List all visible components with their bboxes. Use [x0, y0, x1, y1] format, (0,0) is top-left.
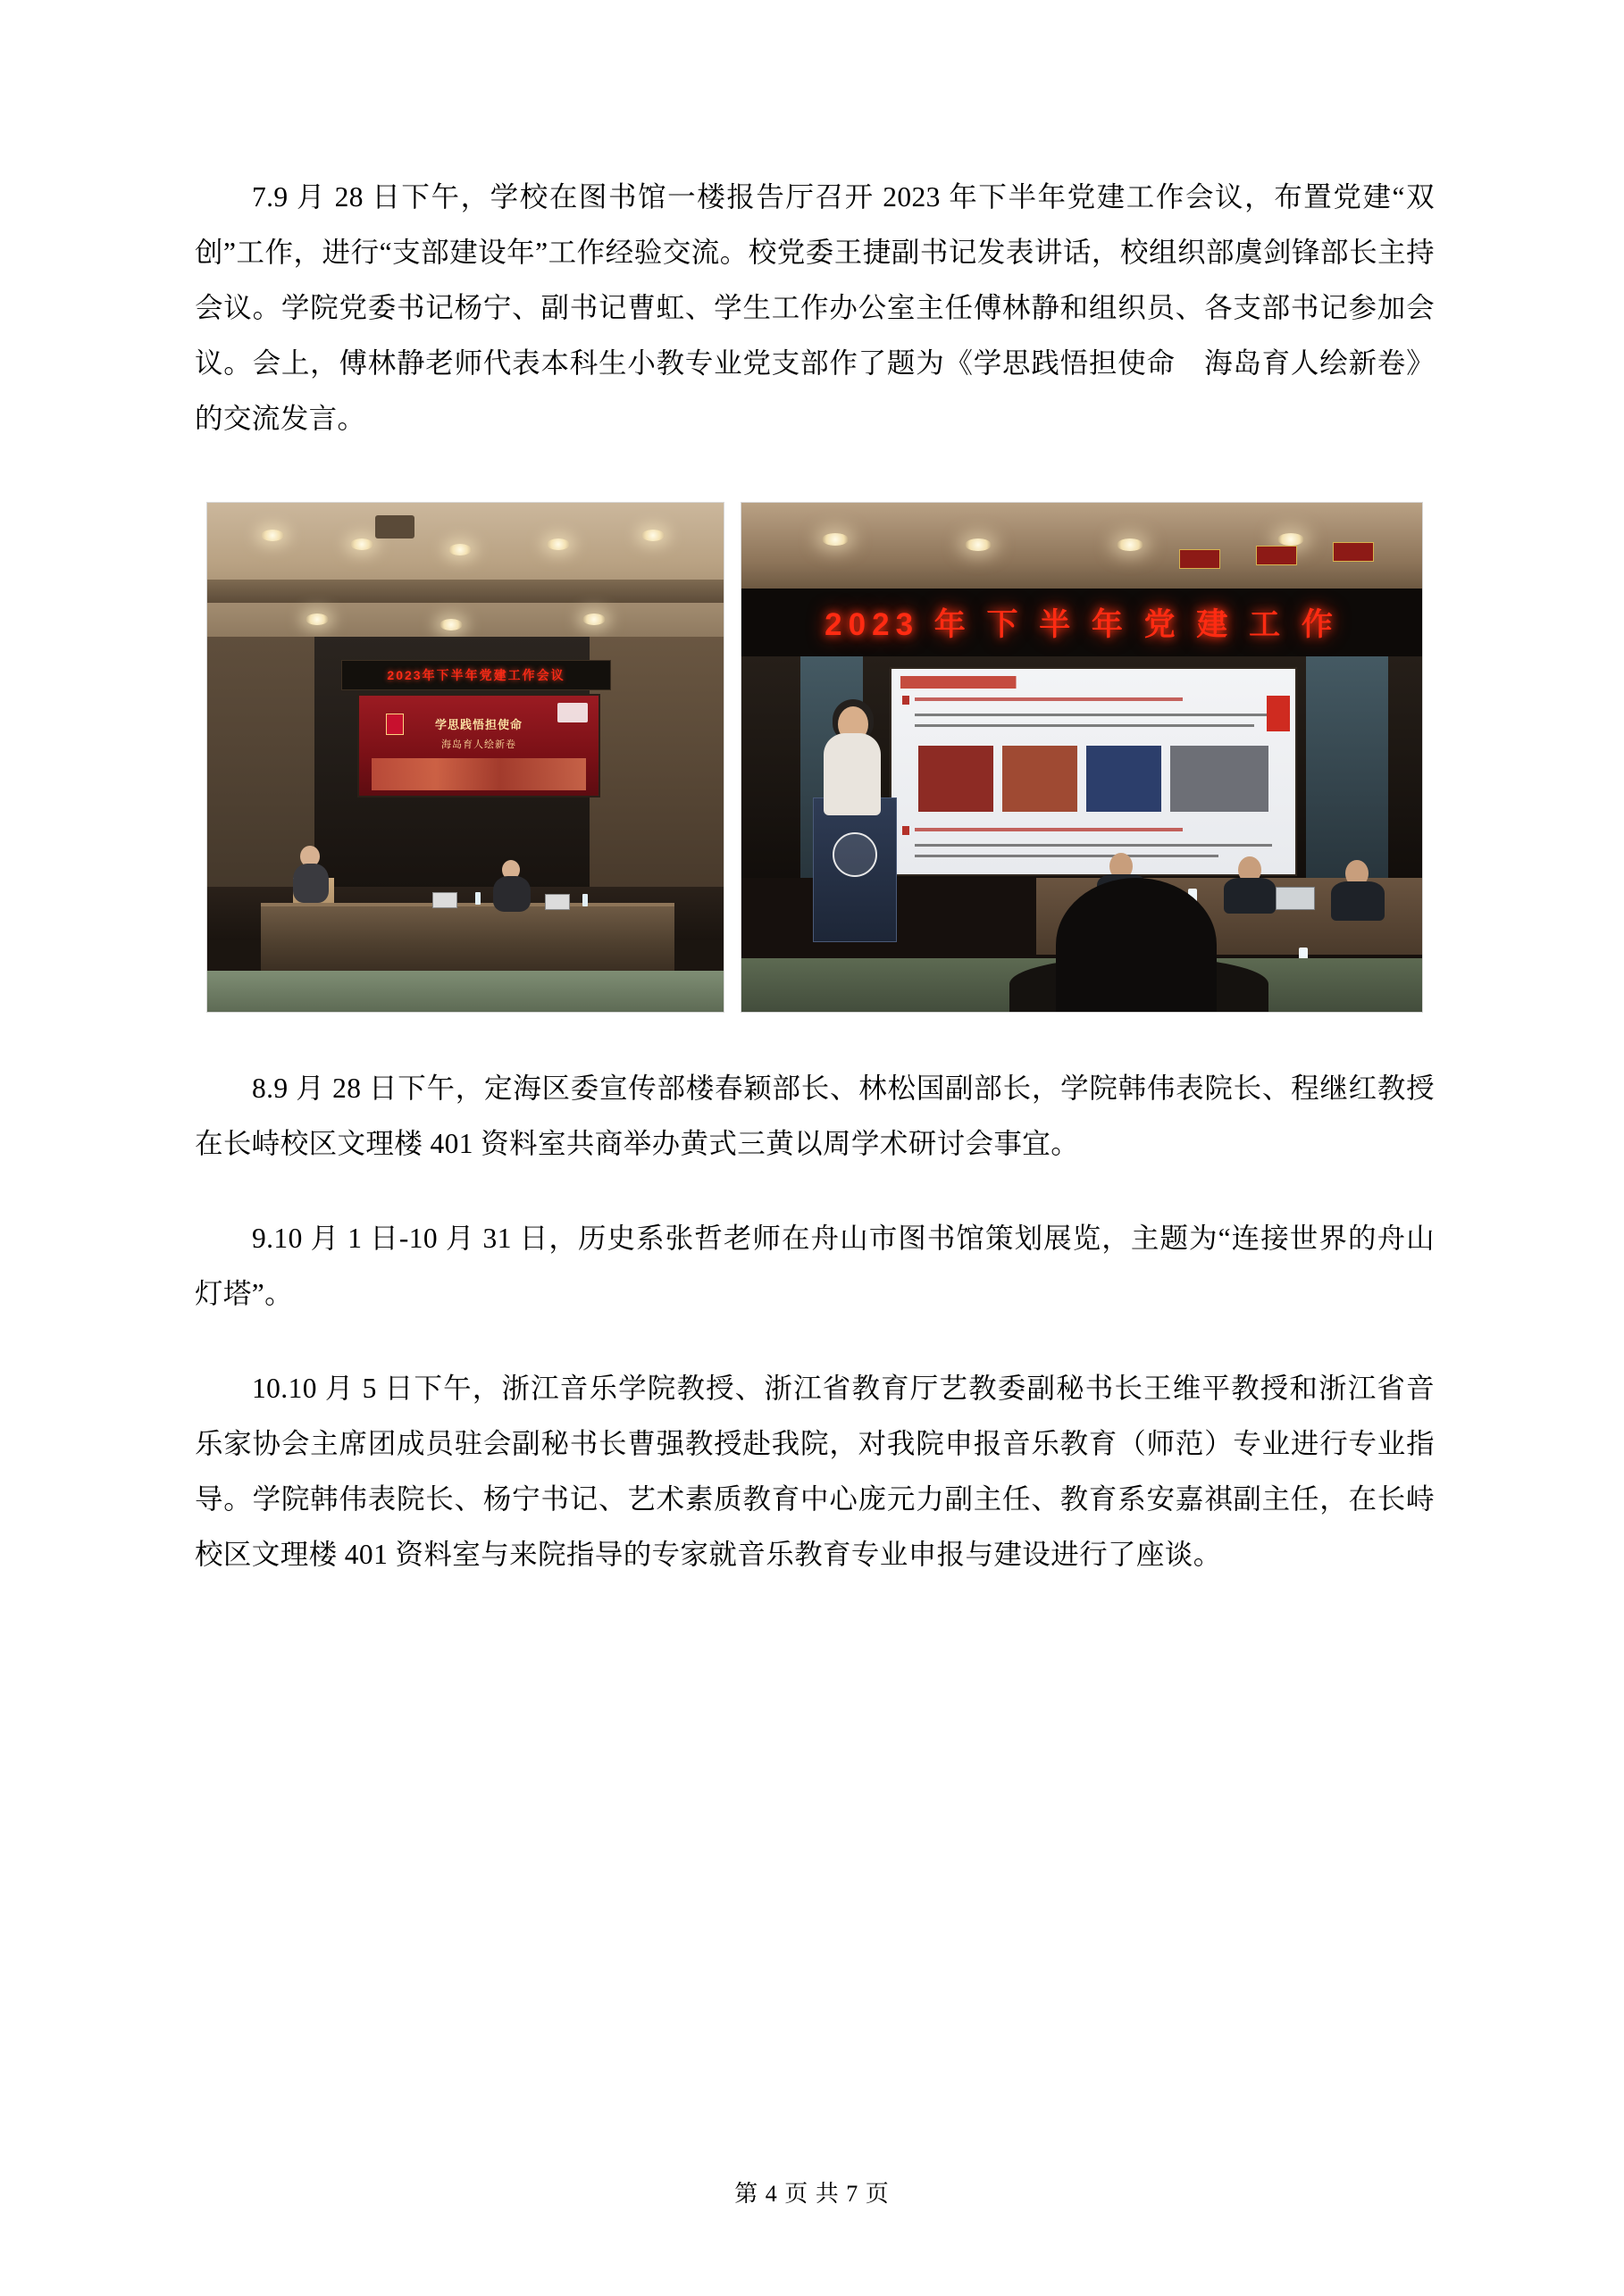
- lectern: [813, 797, 897, 942]
- paragraph-10: 10.10 月 5 日下午，浙江音乐学院教授、浙江省教育厅艺教委副秘书长王维平教授和浙江省音乐家协会主席团成员驻会副秘书长曹强教授赴我院，对我院申报音乐教育（师范）专业进行专业指导。学院韩伟表院长、杨宁书记、艺术素质教育中心庞元力副主任、教育系安嘉祺副主任，在长峙校区文理楼 401 资料室与来院指导的专家就音乐教育专业申报与建设进行了座谈。: [195, 1373, 1435, 1570]
- led-banner-left-text: 2023年下半年党建工作会议: [387, 668, 565, 682]
- document-body: [195, 170, 1435, 1582]
- led-banner-left: [341, 660, 611, 690]
- meeting-photo-closeup: [741, 502, 1423, 1013]
- paragraph-7: 7.9 月 28 日下午，学校在图书馆一楼报告厅召开 2023 年下半年党建工作会议，布置党建“双创”工作，进行“支部建设年”工作经验交流。校党委王捷副书记发表讲话，校组织部虞剑锋部长主持会议。学院党委书记杨宁、副书记曹虹、学生工作办公室主任傅林静和组织员、各支部书记参加会议。会上，傅林静老师代表本科生小教专业党支部作了题为《学思践悟担使命 海岛育人绘新卷》的交流发言。: [195, 181, 1435, 434]
- stage-screen-left: [357, 694, 600, 797]
- figure-row: [195, 502, 1435, 1013]
- screen-title-line1: 学思践悟担使命: [434, 718, 523, 731]
- meeting-photo-wide: [206, 502, 724, 1013]
- paragraph-9: 9.10 月 1 日-10 月 31 日，历史系张哲老师在舟山市图书馆策划展览，主题为“连接世界的舟山灯塔”。: [195, 1223, 1435, 1309]
- led-banner-right: [741, 589, 1422, 656]
- page-footer: 第 4 页 共 7 页: [734, 2181, 890, 2207]
- screen-title-line2: 海岛育人绘新卷: [441, 739, 516, 750]
- paragraph-8: 8.9 月 28 日下午，定海区委宣传部楼春颖部长、林松国副部长，学院韩伟表院长、程继红教授在长峙校区文理楼 401 资料室共商举办黄式三黄以周学术研讨会事宜。: [195, 1073, 1435, 1159]
- presentation-slide: [890, 667, 1297, 876]
- led-banner-right-text: 2023 年 下 半 年 党 建 工 作: [825, 607, 1339, 642]
